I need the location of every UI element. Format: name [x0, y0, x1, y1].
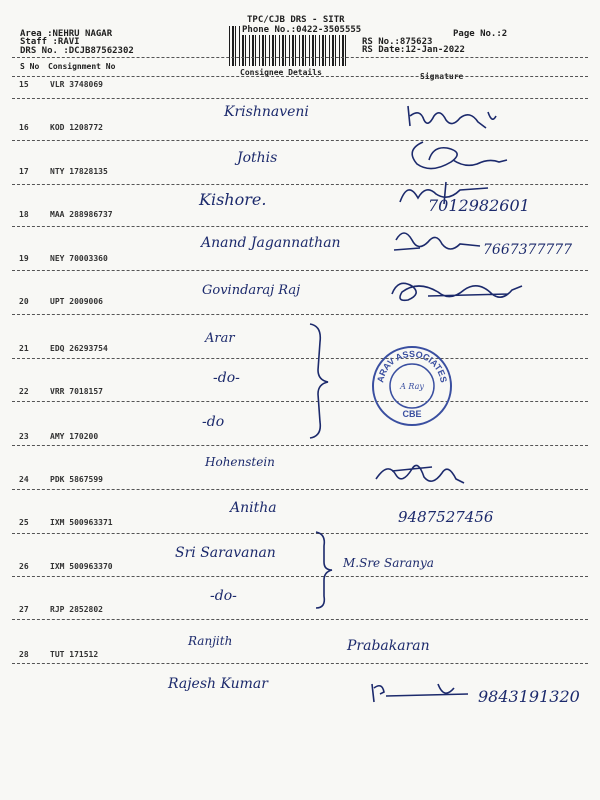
- handwritten-phone: 7012982601: [428, 196, 530, 215]
- stamp-company-text: ARAV ASSOCIATES: [375, 348, 449, 384]
- handwritten-name: Krishnaveni: [224, 104, 309, 120]
- handwritten-phone: 7667377777: [483, 242, 573, 258]
- handwritten-signature-text: M.Sre Saranya: [343, 556, 434, 570]
- row-consignment: IXM 500963371: [50, 518, 113, 527]
- header-divider: [12, 57, 588, 58]
- company-stamp: [371, 345, 453, 427]
- row-divider: [12, 270, 588, 271]
- handwritten-ditto: -do-: [213, 370, 240, 386]
- row-divider: [12, 663, 588, 664]
- row-sno: 24: [19, 475, 29, 484]
- row-sno: 25: [19, 518, 29, 527]
- handwritten-name: Anitha: [230, 500, 277, 516]
- row-consignment: MAA 288986737: [50, 210, 113, 219]
- row-divider: [12, 445, 588, 446]
- row-sno: 15: [19, 80, 29, 89]
- signature-scribble: [403, 138, 513, 176]
- row-divider: [12, 619, 588, 620]
- area-label: Area :NEHRU NAGAR: [20, 29, 113, 39]
- document-title: TPC/CJB DRS - SITR: [247, 15, 345, 25]
- brace-mark: [312, 530, 336, 610]
- signature-scribble: [390, 226, 486, 256]
- handwritten-name: Hohenstein: [205, 455, 275, 469]
- row-sno: 26: [19, 562, 29, 571]
- handwritten-name: Jothis: [237, 150, 278, 166]
- signature-scribble: [372, 457, 472, 487]
- row-divider: [12, 98, 588, 99]
- row-consignment: VLR 3748069: [50, 80, 103, 89]
- signature-scribble: [368, 678, 478, 706]
- handwritten-signature-text: Prabakaran: [347, 638, 430, 654]
- handwritten-name: Anand Jagannathan: [201, 235, 341, 251]
- row-sno: 23: [19, 432, 29, 441]
- brace-mark: [306, 322, 332, 440]
- handwritten-name: Kishore.: [199, 190, 267, 209]
- row-consignment: NTY 17828135: [50, 167, 108, 176]
- stamp-city: CBE: [402, 409, 422, 419]
- column-sno: S No: [20, 62, 40, 71]
- column-consignment: Consignment No: [48, 62, 116, 71]
- staff-label: Staff :RAVI: [20, 37, 80, 47]
- row-sno: 17: [19, 167, 29, 176]
- row-divider: [12, 401, 588, 402]
- row-divider: [12, 358, 588, 359]
- row-consignment: AMY 170200: [50, 432, 99, 441]
- row-sno: 16: [19, 123, 29, 132]
- row-consignment: UPT 2009006: [50, 297, 103, 306]
- column-consignee: Consignee Details: [240, 68, 322, 77]
- rs-number: RS No.:875623: [362, 37, 433, 47]
- handwritten-ditto: -do: [202, 414, 225, 430]
- drs-number: DRS No. :DCJB87562302: [20, 46, 134, 56]
- row-consignment: EDQ 26293754: [50, 344, 108, 353]
- handwritten-ditto: -do-: [210, 588, 237, 604]
- handwritten-phone: 9843191320: [478, 687, 580, 706]
- handwritten-phone: 9487527456: [398, 508, 494, 526]
- row-consignment: TUT 171512: [50, 650, 99, 659]
- column-divider: [12, 76, 588, 77]
- row-sno: 28: [19, 650, 29, 659]
- row-sno: 22: [19, 387, 29, 396]
- row-divider: [12, 314, 588, 315]
- row-sno: 18: [19, 210, 29, 219]
- signature-scribble: [388, 276, 528, 306]
- signature-scribble: [388, 178, 498, 206]
- column-signature: Signature: [420, 72, 464, 81]
- phone-number: Phone No.:0422-3505555: [242, 25, 362, 35]
- row-sno: 20: [19, 297, 29, 306]
- row-consignment: PDK 5867599: [50, 475, 103, 484]
- handwritten-name: Ranjith: [188, 634, 233, 648]
- handwritten-name: Arar: [205, 331, 235, 346]
- row-divider: [12, 226, 588, 227]
- row-consignment: IXM 500963370: [50, 562, 113, 571]
- handwritten-name: Rajesh Kumar: [168, 676, 268, 692]
- row-divider: [12, 576, 588, 577]
- handwritten-name: Govindaraj Raj: [202, 283, 301, 298]
- row-sno: 21: [19, 344, 29, 353]
- signature-scribble: [400, 102, 510, 134]
- row-consignment: RJP 2852802: [50, 605, 103, 614]
- row-divider: [12, 489, 588, 490]
- rs-date: RS Date:12-Jan-2022: [362, 45, 465, 55]
- row-consignment: NEY 70003360: [50, 254, 108, 263]
- row-sno: 19: [19, 254, 29, 263]
- row-sno: 27: [19, 605, 29, 614]
- stamp-initials: A Ray: [400, 382, 424, 391]
- row-consignment: KOD 1208772: [50, 123, 103, 132]
- handwritten-name: Sri Saravanan: [175, 545, 276, 561]
- row-consignment: VRR 7018157: [50, 387, 103, 396]
- page-number: Page No.:2: [453, 29, 508, 39]
- row-divider: [12, 533, 588, 534]
- row-divider: [12, 184, 588, 185]
